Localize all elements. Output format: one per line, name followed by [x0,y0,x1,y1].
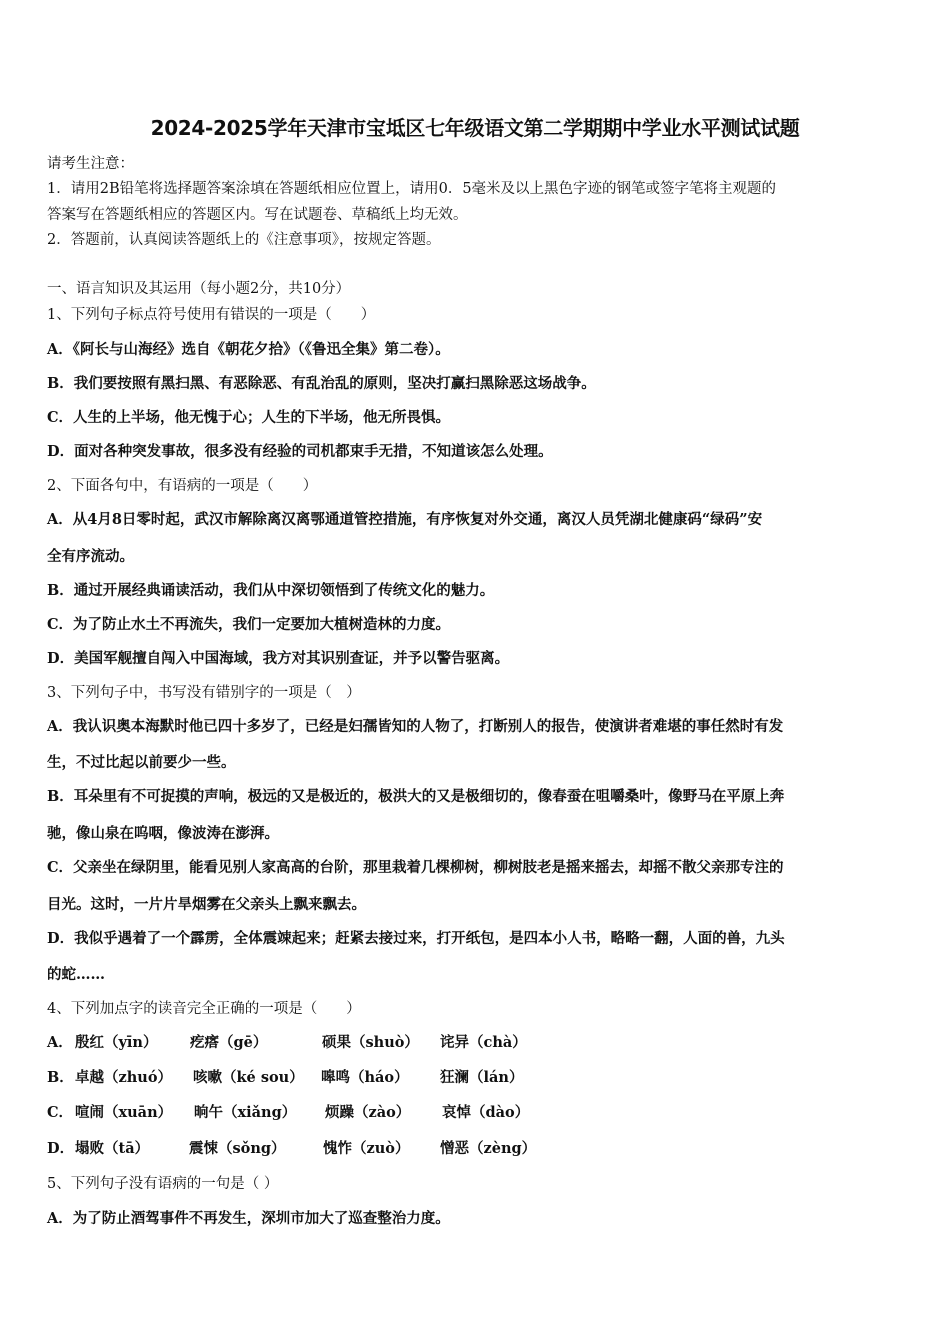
question-1-option-b: B．我们要按照有黑扫黑、有恶除恶、有乱治乱的原则，坚决打赢扫黑除恶这场战争。 [47,375,596,392]
question-3-option-a-cont: 生，不过比起以前要少一些。 [47,754,236,771]
question-3-option-b-cont: 驰，像山泉在呜咽，像波涛在澎湃。 [47,825,279,842]
question-5-option-a: A．为了防止酒驾事件不再发生，深圳市加大了巡查整治力度。 [47,1210,450,1227]
pinyin-item: 愧怍（zuò） [323,1140,410,1157]
pinyin-item: 疙瘩（gē） [190,1034,268,1051]
question-2-option-a-cont: 全有序流动。 [47,548,134,565]
notice-heading: 请考生注意： [47,156,134,172]
pinyin-item: 憎恶（zèng） [440,1140,537,1157]
question-3-option-c: C．父亲坐在绿阴里，能看见别人家高高的台阶，那里栽着几棵柳树，柳树肢老是摇来摇去，却摇不散父亲那专注的 [47,859,784,876]
pinyin-item: 卓越（zhuó） [75,1069,172,1086]
question-1-option-a: A．《阿长与山海经》选自《朝花夕拾》（《鲁迅全集》第二卷）。 [47,341,450,358]
question-4-option-label: C． [47,1104,74,1121]
question-1-stem: 1、下列句子标点符号使用有错误的一项是（ ） [47,307,376,323]
pinyin-item: 殷红（yīn） [75,1034,158,1051]
pinyin-item: 烦躁（zào） [325,1104,411,1121]
pinyin-item: 喧闹（xuān） [75,1104,173,1121]
question-3-option-c-cont: 目光。这时，一片片旱烟雾在父亲头上飘来飘去。 [47,896,366,913]
question-3-option-d: D．我似乎遇着了一个霹雳，全体震竦起来；赶紧去接过来，打开纸包，是四本小人书，略略一翻，人面的兽，九头 [47,930,785,947]
question-2-option-a: A．从4月8日零时起，武汉市解除离汉离鄂通道管控措施，有序恢复对外交通，离汉人员凭湖北健康码“绿码”安 [47,511,763,528]
question-2-option-d: D．美国军舰擅自闯入中国海域，我方对其识别查证，并予以警告驱离。 [47,650,510,667]
notice-line-2: 2．答题前，认真阅读答题纸上的《注意事项》，按规定答题。 [47,232,441,248]
notice-line-1b: 答案写在答题纸相应的答题区内。写在试题卷、草稿纸上均无效。 [47,207,468,223]
question-2-stem: 2、下面各句中，有语病的一项是（ ） [47,478,318,494]
question-5-stem: 5、下列句子没有语病的一句是（ ） [47,1176,279,1192]
page-title: 2024-2025学年天津市宝坻区七年级语文第二学期期中学业水平测试试题 [150,116,800,140]
question-2-option-c: C．为了防止水土不再流失，我们一定要加大植树造林的力度。 [47,616,451,633]
pinyin-item: 咳嗽（ké sou） [193,1069,304,1086]
question-1-option-d: D．面对各种突发事故，很多没有经验的司机都束手无措，不知道该怎么处理。 [47,443,553,460]
question-4-option-label: D． [47,1140,75,1157]
question-3-option-b: B．耳朵里有不可捉摸的声响，极远的又是极近的，极洪大的又是极细切的，像春蚕在咀嚼桑叶，像野马在平原上奔 [47,788,785,805]
pinyin-item: 硕果（shuò） [322,1034,419,1051]
section-heading: 一、语言知识及其运用（每小题2分，共10分） [47,281,351,297]
question-3-option-a: A．我认识奥本海默时他已四十多岁了，已经是妇孺皆知的人物了，打断别人的报告，使演讲者难堪的事任然时有发 [47,718,784,735]
pinyin-item: 震悚（sǒng） [189,1140,286,1157]
pinyin-item: 狂澜（lán） [440,1069,524,1086]
question-1-option-c: C．人生的上半场，他无愧于心；人生的下半场，他无所畏惧。 [47,409,451,426]
pinyin-item: 塌败（tā） [75,1140,150,1157]
question-4-option-label: A． [47,1034,73,1051]
question-3-stem: 3、下列句子中，书写没有错别字的一项是（ ） [47,685,361,701]
pinyin-item: 诧异（chà） [440,1034,527,1051]
notice-line-1a: 1．请用2B铅笔将选择题答案涂填在答题纸相应位置上，请用0．5毫米及以上黑色字迹的钢笔或签字笔将主观题的 [47,181,777,197]
pinyin-item: 晌午（xiǎng） [194,1104,297,1121]
question-3-option-d-cont: 的蛇…… [47,966,105,983]
question-2-option-b: B．通过开展经典诵读活动，我们从中深切领悟到了传统文化的魅力。 [47,582,495,599]
question-4-stem: 4、下列加点字的读音完全正确的一项是（ ） [47,1001,361,1017]
pinyin-item: 嗥鸣（háo） [321,1069,409,1086]
question-4-option-label: B． [47,1069,74,1086]
pinyin-item: 哀悼（dào） [442,1104,530,1121]
